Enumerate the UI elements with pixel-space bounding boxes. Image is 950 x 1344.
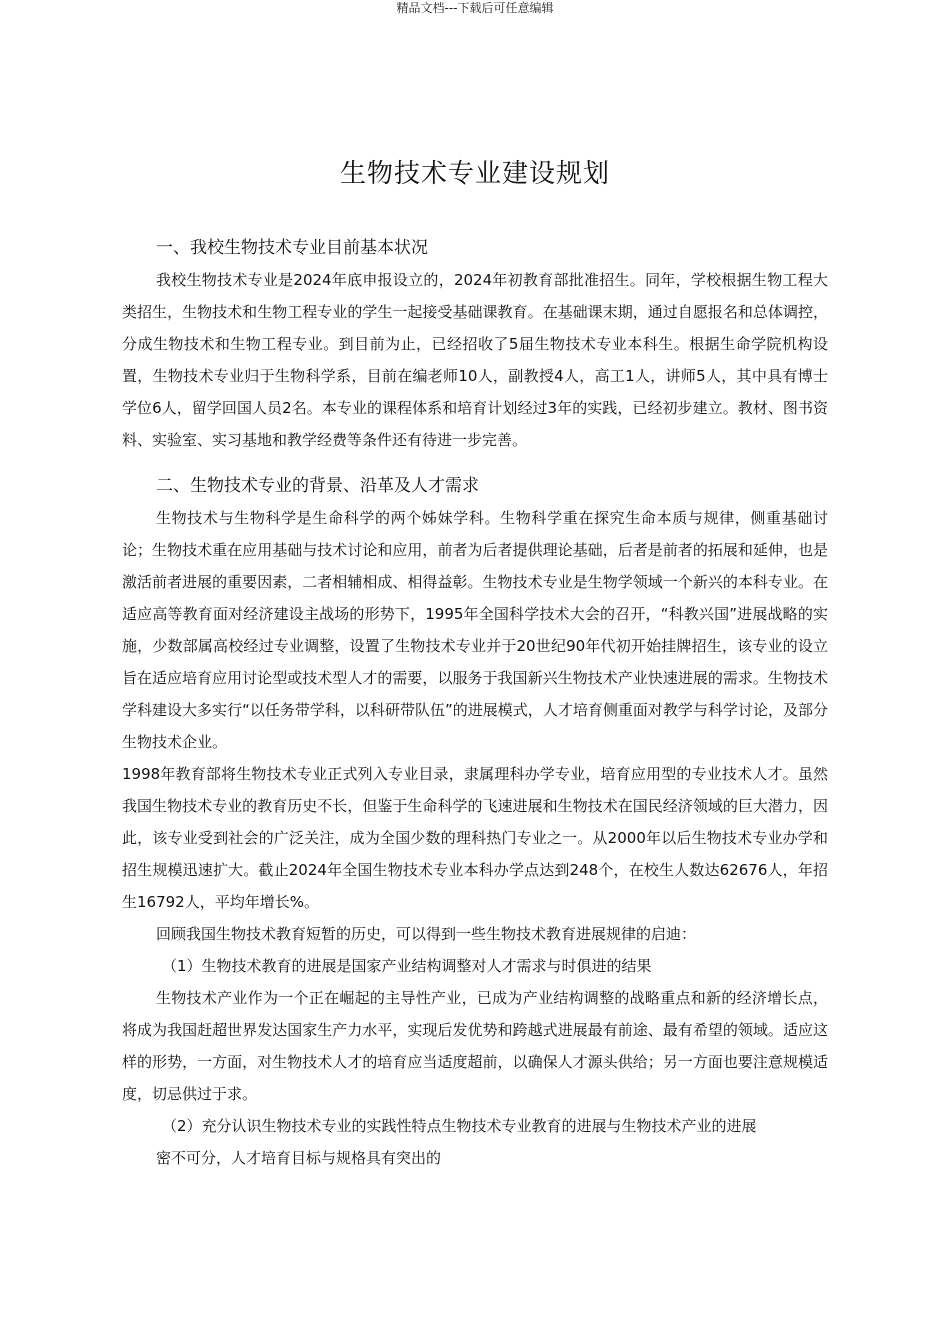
point-2-paragraph: 密不可分，人才培育目标与规格具有突出的 [156,1149,442,1167]
section-2-paragraph-1-continued: 1998年教育部将生物技术专业正式列入专业目录，隶属理科办学专业，培育应用型的专业技术人才。虽然我国生物技术专业的教育历史不长，但鉴于生命科学的飞速进展和生物技术在国民经济领域的巨大潜力，因此，该专业受到社会的广泛关注，成为全国少数的理科热门专业之一。从2000年以后生物技术专业办学和招生规模迅速扩大。截止2024年全国生物技术专业本科办学点达到248个，在校生人数达62676人，年招生16792人，平均年增长%。 [122,765,828,911]
section-1-heading: 一、我校生物技术专业目前基本状况 [156,238,428,258]
page-header-watermark: 精品文档---下载后可任意编辑 [396,1,554,15]
point-1-paragraph: 生物技术产业作为一个正在崛起的主导性产业，已成为产业结构调整的战略重点和新的经济增长点，将成为我国赶超世界发达国家生产力水平，实现后发优势和跨越式进展最有前途、最有希望的领域。适应这样的形势，一方面，对生物技术人才的培育应当适度超前，以确保人才源头供给；另一方面也要注意规模适度，切忌供过于求。 [122,989,828,1103]
point-2-heading: （2）充分认识生物技术专业的实践性特点生物技术专业教育的进展与生物技术产业的进展 [162,1117,757,1135]
section-2-paragraph-2: 回顾我国生物技术教育短暂的历史，可以得到一些生物技术教育进展规律的启迪： [156,925,697,943]
document-body [122,232,828,1174]
section-2-heading: 二、生物技术专业的背景、沿革及人才需求 [156,476,479,496]
point-1-heading: （1）生物技术教育的进展是国家产业结构调整对人才需求与时俱进的结果 [162,957,652,975]
section-2-paragraph-1: 生物技术与生物科学是生命科学的两个姊妹学科。生物科学重在探究生命本质与规律，侧重基础讨论；生物技术重在应用基础与技术讨论和应用，前者为后者提供理论基础，后者是前者的拓展和延伸，也是激活前者进展的重要因素，二者相辅相成、相得益彰。生物技术专业是生物学领域一个新兴的本科专业。在适应高等教育面对经济建设主战场的形势下，1995年全国科学技术大会的召开，“科教兴国”进展战略的实施，少数部属高校经过专业调整，设置了生物技术专业并于20世纪90年代初开始挂牌招生，该专业的设立旨在适应培育应用讨论型或技术型人才的需要，以服务于我国新兴生物技术产业快速进展的需求。生物技术学科建设大多实行“以任务带学科，以科研带队伍”的进展模式，人才培育侧重面对教学与科学讨论，及部分生物技术企业。 [122,509,828,751]
document-title: 生物技术专业建设规划 [339,159,610,189]
section-1-paragraph: 我校生物技术专业是2024年底申报设立的，2024年初教育部批准招生。同年，学校根据生物工程大类招生，生物技术和生物工程专业的学生一起接受基础课教育。在基础课末期，通过自愿报名和总体调控，分成生物技术和生物工程专业。到目前为止，已经招收了5届生物技术专业本科生。根据生命学院机构设置，生物技术专业归于生物科学系，目前在编老师10人，副教授4人，高工1人，讲师5人，其中具有博士学位6人，留学回国人员2名。本专业的课程体系和培育计划经过3年的实践，已经初步建立。教材、图书资料、实验室、实习基地和教学经费等条件还有待进一步完善。 [122,271,828,449]
section-spacer [122,456,828,470]
